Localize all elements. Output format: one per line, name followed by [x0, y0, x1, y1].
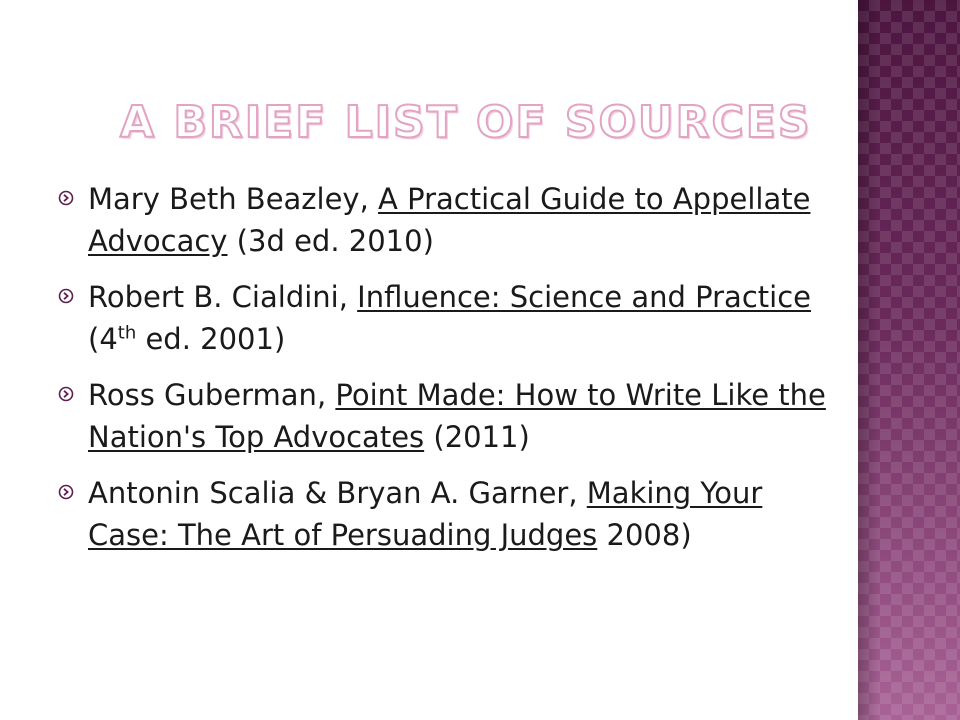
decorative-side-panel: [858, 0, 960, 720]
circled-arrow-bullet-icon: [58, 386, 74, 402]
source-item: [58, 276, 848, 360]
source-author: Antonin Scalia & Bryan A. Garner,: [88, 476, 587, 510]
source-edition: 2008): [597, 518, 692, 552]
circled-arrow-bullet-icon: [58, 288, 74, 304]
source-edition: (3d ed. 2010): [227, 224, 434, 258]
source-edition-rest: ed. 2001): [136, 322, 286, 356]
source-item: [58, 472, 848, 556]
source-author: Ross Guberman,: [88, 378, 336, 412]
slide-title: A BRIEF LIST OF SOURCES: [120, 97, 812, 148]
source-book-title: Making Your Case: The Art of Persuading Judges: [88, 476, 763, 552]
sources-list: [58, 178, 848, 570]
source-author: Robert B. Cialdini,: [88, 280, 358, 314]
circled-arrow-bullet-icon: [58, 190, 74, 206]
circled-arrow-bullet-icon: [58, 484, 74, 500]
source-book-title: A Practical Guide to Appellate Advocacy: [88, 182, 811, 258]
source-item: [58, 374, 848, 458]
source-edition-ordinal: th: [117, 322, 137, 344]
source-author: Mary Beth Beazley,: [88, 182, 379, 216]
source-edition: (2011): [424, 420, 530, 454]
source-book-title: Point Made: How to Write Like the Nation's Top Advocates: [88, 378, 826, 454]
source-item: [58, 178, 848, 262]
source-book-title: Influence: Science and Practice: [357, 280, 811, 314]
source-edition: (4: [88, 322, 118, 356]
